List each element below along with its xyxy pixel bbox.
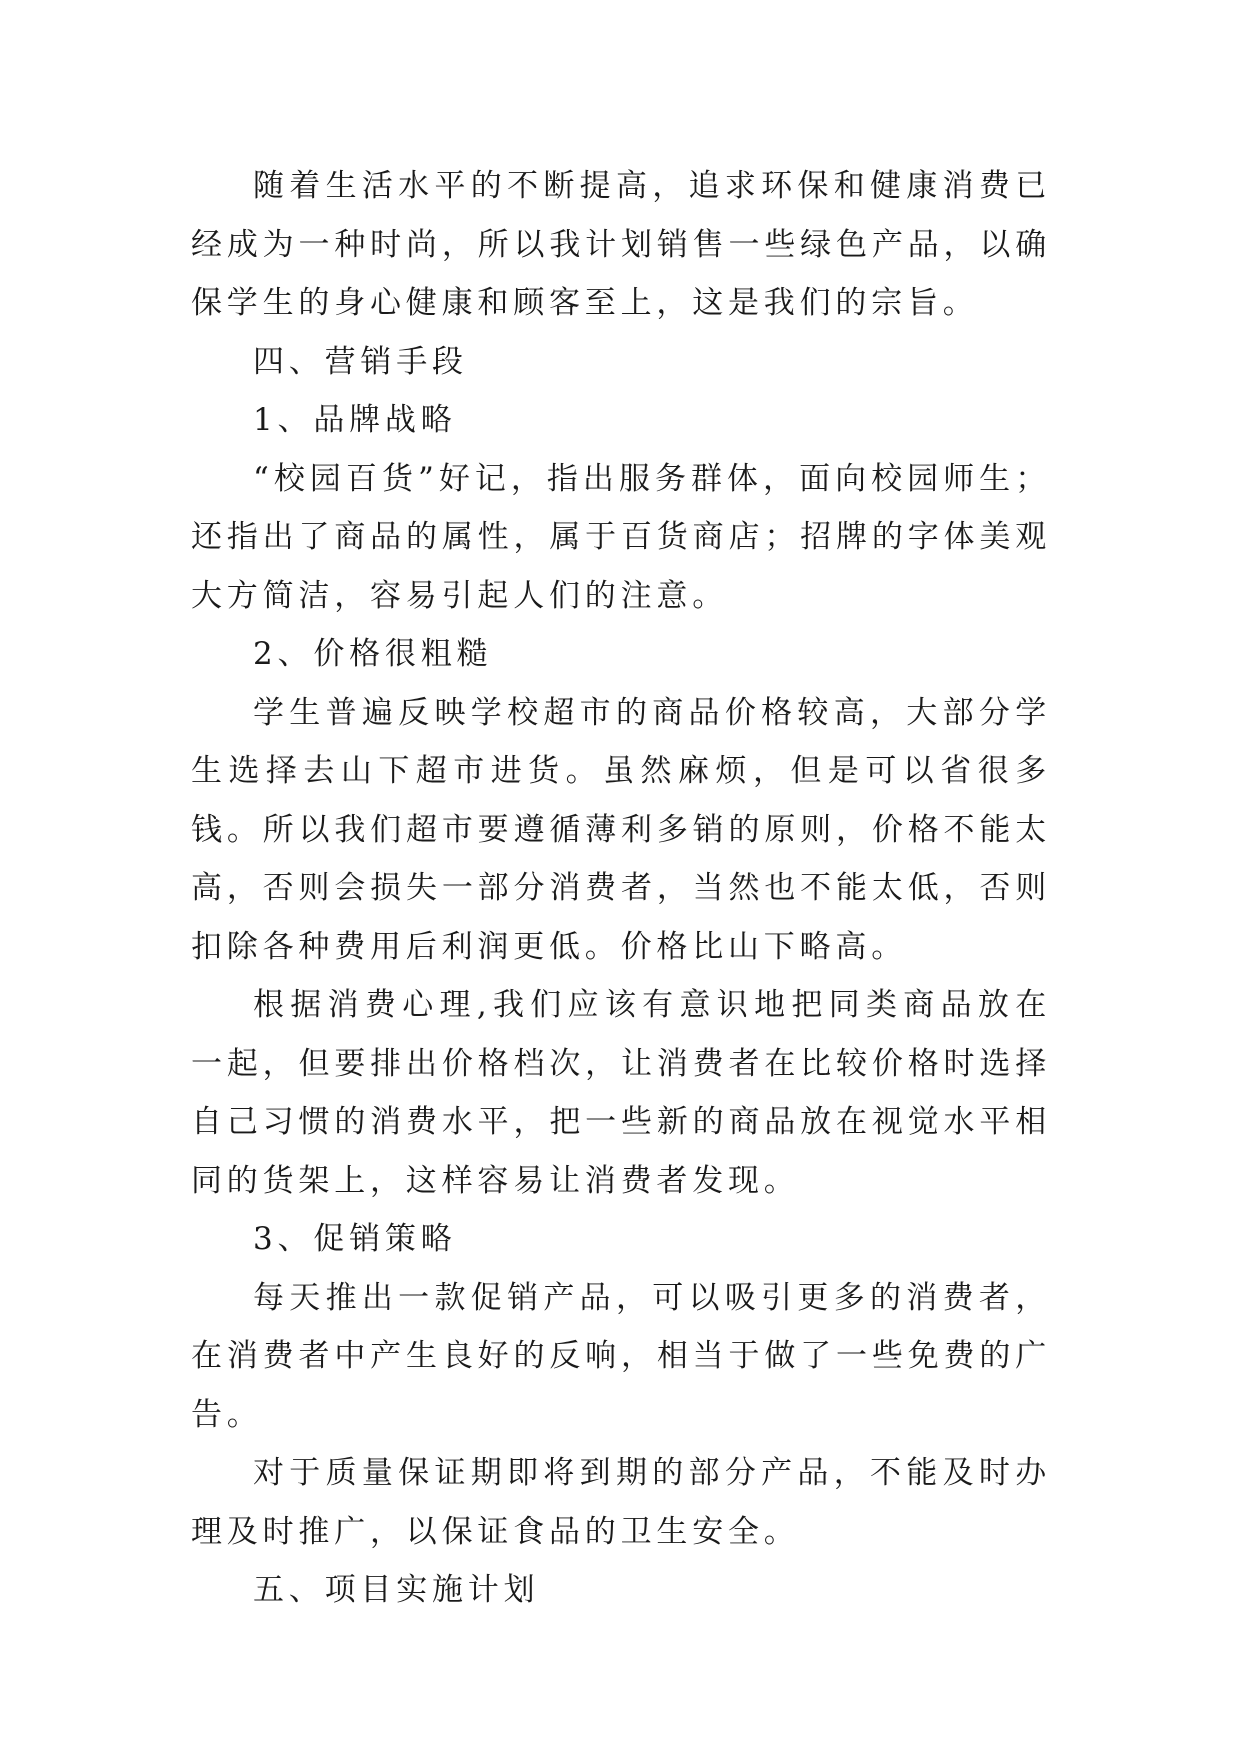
paragraph-intro-green-products: 随着生活水平的不断提高，追求环保和健康消费已经成为一种时尚，所以我计划销售一些绿色产品，以确保学生的身心健康和顾客至上，这是我们的宗旨。	[191, 168, 1051, 321]
section-heading-implementation-plan: 五、项目实施计划	[253, 1572, 540, 1608]
document-body	[191, 157, 1051, 1620]
paragraph-brand-strategy: “校园百货”好记，指出服务群体，面向校园师生；还指出了商品的属性，属于百货商店；招牌的字体美观大方简洁，容易引起人们的注意。	[191, 460, 1051, 614]
section-heading-marketing-means: 四、营销手段	[253, 343, 468, 380]
subheading-brand-strategy: 1、品牌战略	[253, 402, 457, 438]
paragraph-consumer-psychology: 根据消费心理,我们应该有意识地把同类商品放在一起，但要排出价格档次，让消费者在比较价格时选择自己习惯的消费水平，把一些新的商品放在视觉水平相同的货架上，这样容易让消费者发现。	[191, 987, 1051, 1199]
subheading-promotion-strategy: 3、促销策略	[253, 1221, 457, 1257]
paragraph-expiring-products: 对于质量保证期即将到期的部分产品，不能及时办理及时推广，以保证食品的卫生安全。	[191, 1455, 1051, 1550]
paragraph-daily-promotion: 每天推出一款促销产品，可以吸引更多的消费者，在消费者中产生良好的反响，相当于做了一些免费的广告。	[191, 1279, 1051, 1433]
paragraph-pricing: 学生普遍反映学校超市的商品价格较高，大部分学生选择去山下超市进货。虽然麻烦，但是可以省很多钱。所以我们超市要遵循薄利多销的原则，价格不能太高，否则会损失一部分消费者，当然也不能太低，否则扣除各种费用后利润更低。价格比山下略高。	[191, 694, 1051, 965]
subheading-pricing: 2、价格很粗糙	[253, 636, 493, 672]
